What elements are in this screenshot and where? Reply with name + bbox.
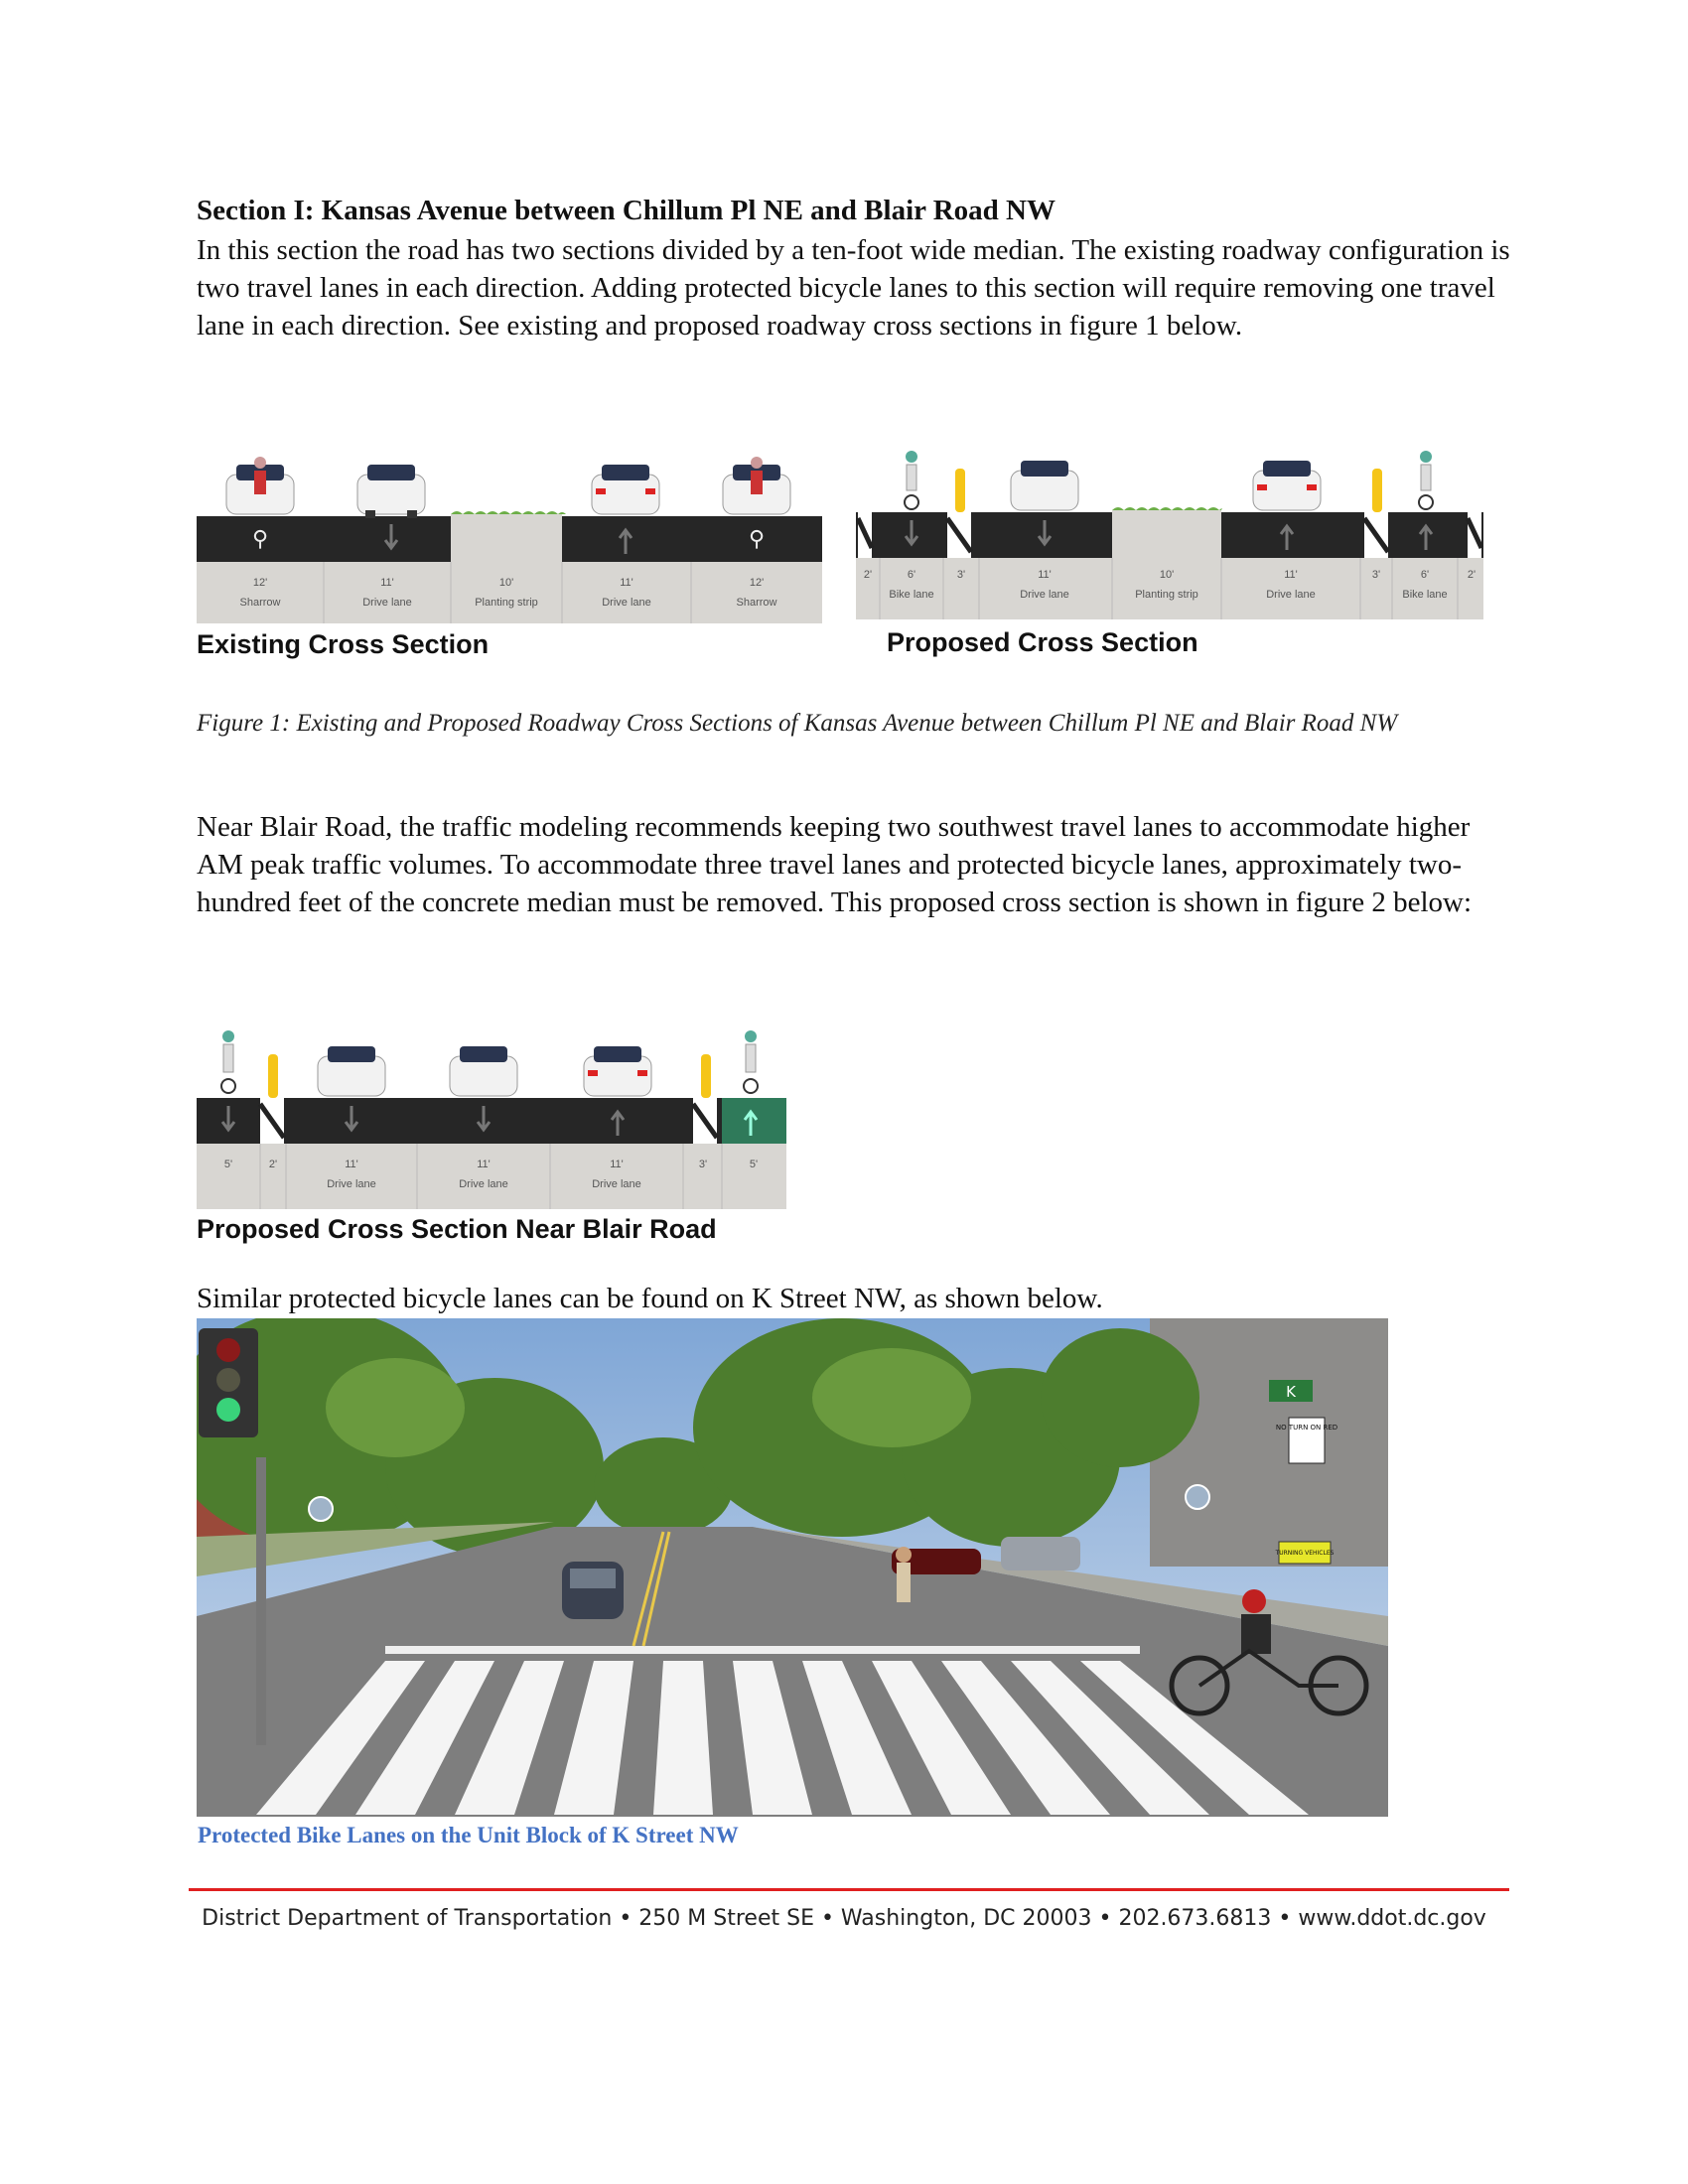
- lane-width: 11': [380, 577, 394, 589]
- figure1-caption: Figure 1: Existing and Proposed Roadway Cross Sections of Kansas Avenue between Chillum Pl NE and Blair Road NW: [197, 710, 1398, 737]
- blair-road-cross-section-label: Proposed Cross Section Near Blair Road: [197, 1214, 717, 1244]
- k-street-photo: [197, 1318, 1388, 1817]
- lane-name: Sharrow: [239, 597, 281, 609]
- lane-width: 11': [1038, 569, 1052, 581]
- car-icon: [357, 465, 425, 518]
- lane-width: 2': [863, 569, 873, 581]
- svg-text:K: K: [1286, 1383, 1296, 1401]
- lane-width: 11': [610, 1159, 624, 1170]
- lane-name: Drive lane: [602, 597, 651, 609]
- car-with-cyclist-icon: [226, 457, 294, 514]
- footer: District Department of Transportation • 250 M Street SE • Washington, DC 20003 • 202.673.6813 • www.ddot.dc.gov: [202, 1906, 1486, 1931]
- svg-text:⚲: ⚲: [251, 527, 269, 552]
- car-icon: [562, 1562, 624, 1619]
- cyclist-icon: [221, 1030, 235, 1093]
- lane-width: 3': [956, 569, 966, 581]
- lane-name: Planting strip: [1135, 589, 1198, 601]
- traffic-light-icon: [199, 1328, 258, 1437]
- lane-width: 6': [1420, 569, 1430, 581]
- lane-width: 6': [907, 569, 916, 581]
- turning-vehicles-sign: [1275, 1542, 1335, 1564]
- car-icon: [592, 465, 659, 514]
- car-icon: [1011, 461, 1078, 510]
- lane-name: Bike lane: [1402, 589, 1448, 601]
- lane-width: 5': [223, 1159, 233, 1170]
- svg-text:⚲: ⚲: [748, 527, 766, 552]
- k-street-paragraph: Similar protected bicycle lanes can be found on K Street NW, as shown below.: [197, 1283, 1103, 1314]
- location-marker-icon: [309, 1497, 333, 1521]
- svg-text:NO TURN ON RED: NO TURN ON RED: [1275, 1424, 1338, 1432]
- car-icon: [1253, 461, 1321, 510]
- existing-cross-section-label: Existing Cross Section: [197, 629, 490, 659]
- lane-name: Bike lane: [889, 589, 934, 601]
- lane-name: Drive lane: [1020, 589, 1069, 601]
- lane-width: 10': [498, 577, 514, 589]
- car-icon: [450, 1046, 517, 1096]
- lane-width: 11': [477, 1159, 491, 1170]
- lane-width: 3': [698, 1159, 708, 1170]
- blair-road-paragraph: Near Blair Road, the traffic modeling recommends keeping two southwest travel lanes to accommodate higher AM peak traffic volumes. To accommodate three travel lanes and protected bicycle lanes, approximately two-hundred feet of the concrete median must be removed. This proposed cross section is shown in figure 2 below:: [197, 811, 1473, 918]
- proposed-cross-section: [856, 449, 1483, 619]
- svg-text:TURNING VEHICLES: TURNING VEHICLES: [1275, 1550, 1335, 1557]
- cyclist-icon: [1419, 451, 1433, 509]
- lane-width: 12': [252, 577, 268, 589]
- footer-divider: [189, 1888, 1509, 1891]
- existing-cross-section: [197, 457, 822, 623]
- lane-name: Drive lane: [1266, 589, 1316, 601]
- lane-width: 11': [1284, 569, 1298, 581]
- lane-width: 5': [749, 1159, 759, 1170]
- car-icon: [318, 1046, 385, 1096]
- lane-name: Drive lane: [592, 1178, 641, 1190]
- location-marker-icon: [1186, 1485, 1209, 1509]
- lane-width: 2': [1467, 569, 1477, 581]
- car-icon: [584, 1046, 651, 1096]
- street-sign-icon: [1269, 1380, 1313, 1402]
- lane-name: Drive lane: [327, 1178, 376, 1190]
- pedestrian-icon: [896, 1547, 912, 1602]
- lane-width: 11': [620, 577, 633, 589]
- section-heading: Section I: Kansas Avenue between Chillum Pl NE and Blair Road NW: [197, 195, 1055, 226]
- cyclist-icon: [905, 451, 918, 509]
- lane-width: 11': [345, 1159, 358, 1170]
- lane-name: Drive lane: [362, 597, 412, 609]
- lane-name: Drive lane: [459, 1178, 508, 1190]
- cyclist-icon: [744, 1030, 758, 1093]
- photo-caption: Protected Bike Lanes on the Unit Block of K Street NW: [198, 1823, 739, 1847]
- blair-road-cross-section: [197, 1026, 786, 1209]
- lane-width: 12': [749, 577, 765, 589]
- lane-width: 3': [1371, 569, 1381, 581]
- lane-name: Planting strip: [475, 597, 538, 609]
- intro-paragraph: In this section the road has two sections divided by a ten-foot wide median. The existing roadway configuration is two travel lanes in each direction. Adding protected bicycle lanes to this section will require removing one travel lane in each direction. See existing and proposed roadway cross sections in figure 1 below.: [197, 234, 1510, 341]
- lane-width: 2': [268, 1159, 278, 1170]
- car-with-cyclist-icon: [723, 457, 790, 514]
- lane-width: 10': [1159, 569, 1175, 581]
- proposed-cross-section-label: Proposed Cross Section: [887, 627, 1198, 657]
- lane-name: Sharrow: [736, 597, 777, 609]
